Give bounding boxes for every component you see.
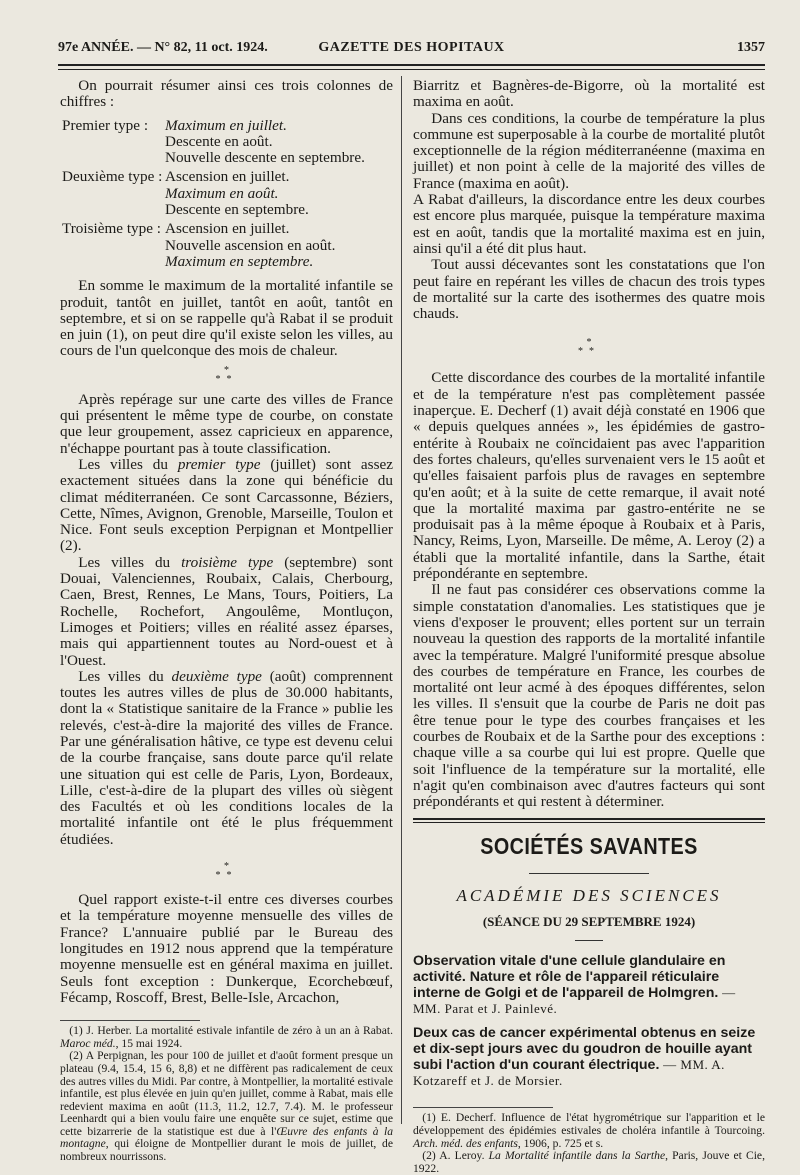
paragraph: En somme le maximum de la mortalité infantile se produit, tantôt en juillet, tantôt en août, tantôt en septembre, et si on se rappelle qu'à Rabat il se produit en juin (1), on peut dire qu'il existe selon les villes, au cours de l'un quelconque des mois de chaleur.: [60, 277, 393, 360]
type-line: Maximum en juillet.: [165, 116, 287, 134]
section-asterism: * **: [578, 337, 600, 358]
paragraph: A Rabat d'ailleurs, la discordance entre les deux courbes est encore plus marquée, puisque la température maxima est en août, tandis que la mortalité maxima est en juin, ainsi qu'il a été dit plus haut.: [413, 191, 765, 257]
footnote-rule: [413, 1107, 553, 1108]
paragraph: Les villes du troisième type (septembre) sont Douai, Valenciennes, Roubaix, Calais, Cherbourg, Caen, Brest, Rennes, Le Mans, Tours, Poitiers, La Rochelle, Rochefort, Angoulême, Montluçon, Limoges et Poitiers; villes en réalité assez éparses, mais qui appartiennent toutes au Nord-ouest et à l'Ouest.: [60, 553, 393, 669]
type-label: Troisième type :: [62, 220, 162, 238]
footnote: (2) A Perpignan, les pour 100 de juillet et d'août forment presque un plateau (9.4, 15.4, 15 6, 8,8) et ne diffèrent pas radicalement de ceux des autres villes du Midi. Par contre, à Montpellier, la mortalité estivale infantile, est plus élevée en juin qu'en juillet, comme à Rabat, mais elle redevient maxima en août (11.3, 11.2, 12.7, 7.4). M. le professeur Leenhardt qui a bien voulu faire une enquête sur ce sujet, estime que cette bizarrerie de la statistique est due à l'Œuvre des enfants à la montagne, qui éloigne de Montpellier durant le mois de juillet, de nombreux nourrissons.: [60, 1049, 393, 1164]
footnote-rule: [60, 1020, 200, 1021]
title-rule: [529, 873, 649, 874]
session-date: (SÉANCE DU 29 SEPTEMBRE 1924): [482, 914, 696, 930]
footnote: (1) J. Herber. La mortalité estivale infantile de zéro à un an à Rabat. Maroc méd., 15 mai 1924.: [60, 1024, 393, 1050]
page-header: [58, 40, 765, 64]
section-rule: [413, 818, 765, 820]
communication: Observation vitale d'une cellule glandulaire en activité. Nature et rôle de l'appareil réticulaire interne de Golgi et de l'appareil de Holmgren. — MM. Parat et J. Painlevé.: [413, 953, 736, 1017]
type-line: Nouvelle ascension en août.: [165, 236, 336, 254]
footnote: (1) E. Decherf. Influence de l'état hygrométrique sur l'apparition et le développement des épidémies estivales de choléra infantile à Tourcoing. Arch. méd. des enfants, 1906, p. 725 et s.: [413, 1111, 765, 1150]
type-line: Ascension en juillet.: [165, 220, 290, 238]
communication: Deux cas de cancer expérimental obtenus en seize et dix-sept jours avec du goudron de houille ayant subi l'action d'un courant électrique. — MM. A. Kotzareff et J. de Morsier.: [413, 1025, 756, 1089]
type-row: [60, 118, 393, 167]
type-line: Descente en août.: [165, 132, 273, 150]
types-summary: [60, 118, 393, 271]
academy-heading: ACADÉMIE DES SCIENCES: [456, 886, 722, 906]
paragraph: Tout aussi décevantes sont les constatations que l'on peut faire en repérant les villes de chacun des trois types de mortalité sur la carte des isothermes des quatre mois chauds.: [413, 256, 765, 323]
type-label: Deuxième type :: [62, 168, 163, 186]
paragraph: Les villes du deuxième type (août) comprennent toutes les autres villes de plus de 30.000 habitants, dont la « Statistique sanitaire de la France » publie les relevés, c'est-à-dire la majorité des villes de France. Par une généralisation hâtive, ce type est devenu celui de la courbe française, sans doute parce qu'il relate une situation qui est celle de Paris, Lyon, Bordeaux, Lille, c'est-à-dire de la plupart des villes où siègent des Facultés et où les conditions locales de la mortalité infantile ont été le plus fréquemment étudiées.: [60, 667, 393, 848]
left-column: [60, 78, 393, 1164]
paragraph: Quel rapport existe-t-il entre ces diverses courbes et la température moyenne mensuelle des villes de France? L'annuaire publié par le Bureau des longitudes en 1912 nous apprend que la température moyenne mensuelle est en général maxima en juillet. Seuls font exception : Dunkerque, Ecorchebœuf, Fécamp, Roscoff, Brest, Belle-Isle, Arcachon,: [60, 891, 393, 1006]
short-rule: [575, 940, 603, 941]
type-label: Premier type :: [62, 116, 149, 134]
issue-info: 97e ANNÉE. — N° 82, 11 oct. 1924.: [58, 40, 268, 55]
section-asterism: * **: [215, 861, 238, 882]
paragraph: Cette discordance des courbes de la mortalité infantile et de la température n'est pas complètement passée inaperçue. E. Decherf (1) avait déjà constaté en 1906 que « depuis quelques années », les épidémies de gastro-entérite à Roubaix ne coïncidaient pas avec l'apparition des fortes chaleurs, qu'elles survenaient vers le 15 août et qu'elles faisaient parfois plus de ravages en septembre qu'en août; et à la suite de cette remarque, il avait noté que la mortalité maxima par gastro-entérite ne se produisait pas à la même époque à Roubaix et à Paris, Nancy, Reims, Lyon, Marseille. De même, A. Leroy (2) a établi que la mortalité infantile, dans la Sarthe, était prépondérante en septembre.: [413, 369, 765, 583]
type-row: [60, 221, 393, 270]
header-rule-thin: [58, 69, 765, 70]
type-line: Ascension en juillet.: [165, 168, 290, 186]
journal-title: GAZETTE DES HOPITAUX: [318, 40, 505, 55]
paragraph: Après repérage sur une carte des villes de France qui présentent le même type de courbe, on constate que leur groupement, assez capricieux en apparence, n'échappe pourtant pas à toute classification.: [60, 390, 393, 457]
footnote: (2) A. Leroy. La Mortalité infantile dans la Sarthe, Paris, Jouve et Cie, 1922.: [413, 1149, 765, 1175]
type-line: Descente en septembre.: [165, 201, 309, 219]
paragraph: Il ne faut pas considérer ces observations comme la simple constatation d'anomalies. Les statistiques que je viens d'exposer le prouvent; elles portent sur un terrain nouveau la question des rapports de la mortalité infantile avec la température. Malgré l'uniformité presque absolue des courbes de température en France, les courbes de mortalité ont leur acmé à des époques différentes, selon les villes. Il s'ensuit que la courbe de Paris ne doit pas être tenue pour le type des courbes françaises et les courbes de Roubaix et de la Sarthe pour des exceptions : chaque ville a sa courbe qui lui est propre. Quelle que soit l'influence de la température sur la mortalité, elle n'agit qu'en combinaison avec d'autres facteurs qui sont prépondérants et qui restent à déterminer.: [413, 581, 765, 811]
type-row: [60, 169, 393, 218]
column-divider: [401, 76, 402, 1124]
paragraph: Les villes du premier type (juillet) sont assez exactement situées dans la zone qui bénéficie du climat méditerranéen. Ce sont Carcassonne, Béziers, Cette, Nîmes, Avignon, Grenoble, Marseille, Toulon et Nice. Font seuls exception Perpignan et Montpellier (2).: [60, 455, 393, 555]
type-line: Maximum en août.: [165, 184, 279, 202]
paragraph: Dans ces conditions, la courbe de température la plus commune est superposable à la courbe de mortalité plutôt exceptionnelle de la région méditerranéenne (maxima en juillet) et non point à celle de la majorité des villes de France (maxima en août).: [413, 109, 765, 192]
section-asterism: * **: [215, 364, 238, 385]
type-line: Maximum en septembre.: [165, 252, 314, 270]
section-rule-thin: [413, 822, 765, 823]
header-rule: [58, 64, 765, 66]
section-title: SOCIÉTÉS SAVANTES: [480, 833, 698, 860]
paragraph: Biarritz et Bagnères-de-Bigorre, où la mortalité est maxima en août.: [413, 77, 765, 111]
intro-paragraph: On pourrait résumer ainsi ces trois colonnes de chiffres :: [60, 77, 393, 111]
right-column: [413, 78, 765, 1175]
type-line: Nouvelle descente en septembre.: [165, 149, 365, 167]
footnotes: [60, 1025, 393, 1164]
page-number: 1357: [737, 40, 765, 55]
